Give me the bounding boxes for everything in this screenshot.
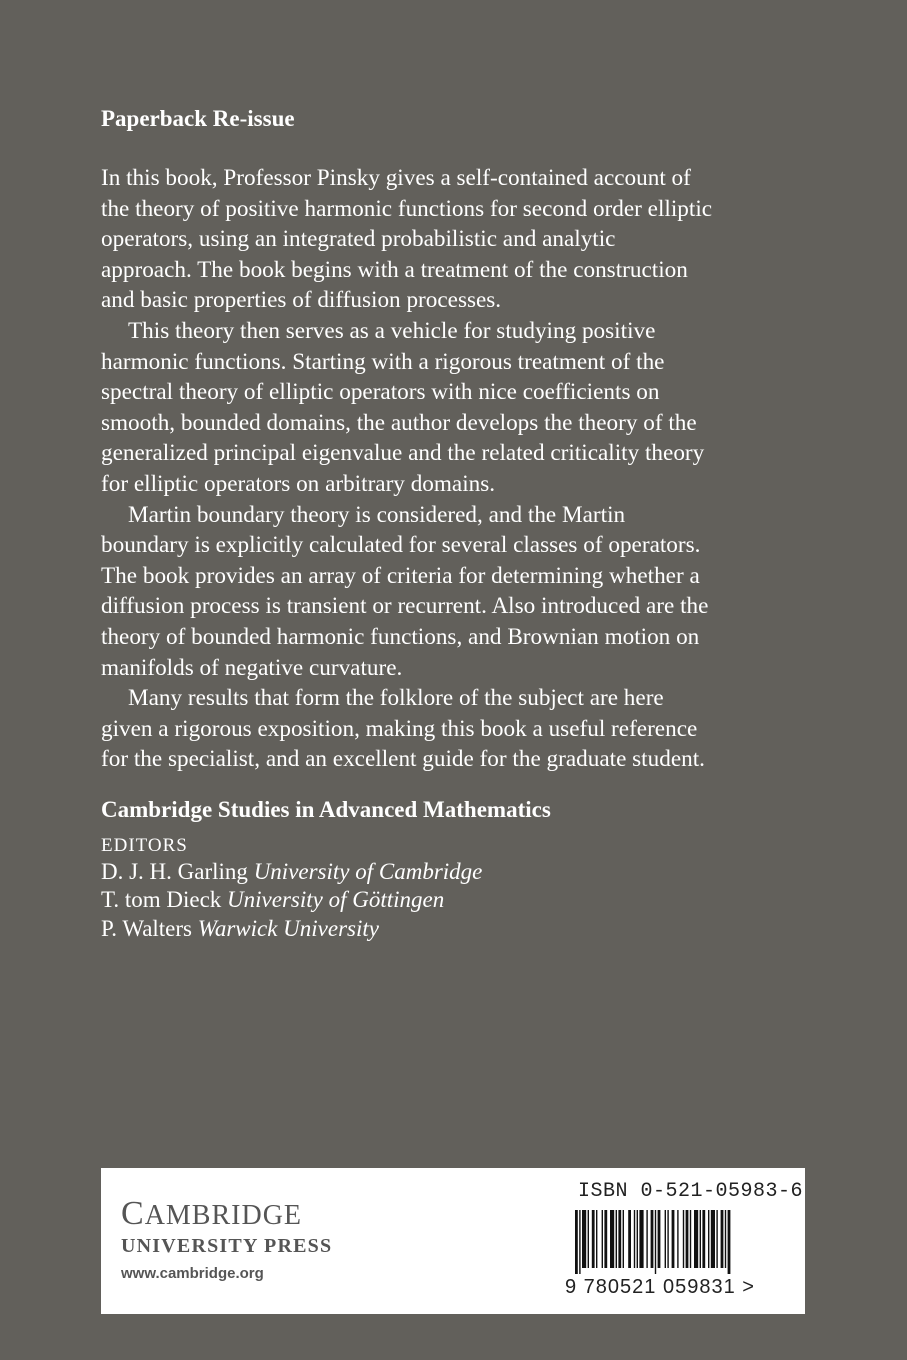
paragraph-line: the theory of positive harmonic functions for second order elliptic — [101, 195, 713, 222]
barcode-bar — [686, 1210, 689, 1268]
editors-list — [101, 858, 801, 944]
paragraph-line: generalized principal eigenvalue and the related criticality theory — [101, 440, 705, 467]
barcode-bar — [658, 1210, 661, 1268]
barcode-bar — [721, 1210, 724, 1268]
paragraph-line: theory of bounded harmonic functions, and Brownian motion on — [101, 623, 700, 650]
barcode-bar — [702, 1210, 705, 1268]
paragraph-line: spectral theory of elliptic operators with nice coefficients on — [101, 379, 660, 406]
barcode-bar — [579, 1210, 580, 1274]
cambridge-logo — [121, 1196, 332, 1282]
paragraph-line: diffusion process is transient or recurrent. Also introduced are the — [101, 593, 709, 620]
publisher-panel — [101, 1168, 805, 1314]
barcode-digits: 9 780521 059831 > — [565, 1276, 755, 1298]
barcode-bar — [694, 1210, 698, 1268]
barcode-bar — [683, 1210, 684, 1268]
blurb — [101, 163, 801, 775]
barcode-bar — [582, 1210, 586, 1268]
barcode-bar — [667, 1210, 668, 1268]
barcode-bar — [700, 1210, 701, 1268]
paragraph-line: approach. The book begins with a treatment of the construction — [101, 256, 688, 283]
back-cover-text — [101, 104, 801, 943]
barcode-bar — [655, 1210, 656, 1274]
blurb-paragraph — [101, 683, 801, 775]
paragraph-line: In this book, Professor Pinsky gives a self-contained account of — [101, 165, 691, 191]
editor-affiliation: Warwick University — [197, 915, 379, 941]
barcode-bar — [716, 1210, 717, 1268]
publisher-name: CAMBRIDGE — [121, 1195, 303, 1232]
blurb-paragraph — [101, 163, 801, 316]
barcode-bar — [677, 1210, 678, 1268]
barcode-bar — [596, 1210, 597, 1268]
barcode-bar — [604, 1210, 607, 1268]
paragraph-line: The book provides an array of criteria for determining whether a — [101, 562, 700, 589]
barcode-bar — [602, 1210, 603, 1268]
barcode-bar — [623, 1210, 624, 1268]
publisher-url: www.cambridge.org — [121, 1265, 264, 1282]
paragraph-line: Many results that form the folklore of the subject are here — [128, 685, 664, 712]
paragraph-line: This theory then serves as a vehicle for studying positive — [128, 317, 656, 344]
editor-affiliation: University of Cambridge — [253, 858, 483, 884]
paragraph-line: smooth, bounded domains, the author develops the theory of the — [101, 409, 697, 436]
paragraph-line: boundary is explicitly calculated for several classes of operators. — [101, 532, 701, 559]
barcode-bar — [616, 1210, 617, 1268]
paragraph-line: Martin boundary theory is considered, and the Martin — [128, 501, 626, 528]
isbn-text: ISBN 0-521-05983-6 — [578, 1180, 804, 1203]
barcode-bar — [637, 1210, 638, 1268]
paragraph-line: given a rigorous exposition, making this book a useful reference — [101, 715, 698, 742]
barcode-bar — [610, 1210, 614, 1268]
paragraph-line: for elliptic operators on arbitrary domains. — [101, 470, 496, 497]
barcode-bar — [588, 1210, 589, 1268]
barcode-bar — [618, 1210, 621, 1268]
blurb-paragraph — [101, 316, 801, 500]
editor-entry — [101, 915, 801, 944]
barcode-bar — [592, 1210, 595, 1268]
barcode-bar — [708, 1210, 709, 1268]
paragraph-line: operators, using an integrated probabilistic and analytic — [101, 226, 616, 253]
paragraph-line: manifolds of negative curvature. — [101, 654, 403, 681]
editor-name: T. tom Dieck — [101, 887, 222, 913]
editor-name: P. Walters — [101, 915, 193, 941]
editor-entry — [101, 858, 801, 887]
reissue-heading: Paperback Re-issue — [101, 106, 295, 131]
barcode-bar — [646, 1210, 647, 1268]
editor-affiliation: University of Göttingen — [227, 887, 445, 913]
barcode-bar — [690, 1210, 691, 1268]
paragraph-line: for the specialist, and an excellent guide for the graduate student. — [101, 746, 705, 773]
editors-label: EDITORS — [101, 834, 188, 856]
barcode-bar — [672, 1210, 675, 1268]
barcode-bar — [651, 1210, 654, 1268]
paragraph-line: and basic properties of diffusion processes. — [101, 287, 502, 314]
barcode-bar — [728, 1210, 731, 1274]
series-title: Cambridge Studies in Advanced Mathematics — [101, 796, 551, 822]
barcode-bar — [575, 1210, 578, 1274]
paragraph-line: harmonic functions. Starting with a rigorous treatment of the — [101, 348, 665, 375]
barcode-bar — [628, 1210, 631, 1268]
barcode-bar — [634, 1210, 635, 1268]
barcode-bar — [711, 1210, 715, 1268]
publisher-subtitle: UNIVERSITY PRESS — [121, 1235, 333, 1257]
blurb-paragraph — [101, 500, 801, 684]
editor-name: D. J. H. Garling — [101, 858, 248, 884]
barcode-bar — [725, 1210, 726, 1268]
barcode — [571, 1210, 781, 1274]
editor-entry — [101, 886, 801, 915]
barcode-bar — [639, 1210, 643, 1268]
barcode-bar — [665, 1210, 666, 1268]
